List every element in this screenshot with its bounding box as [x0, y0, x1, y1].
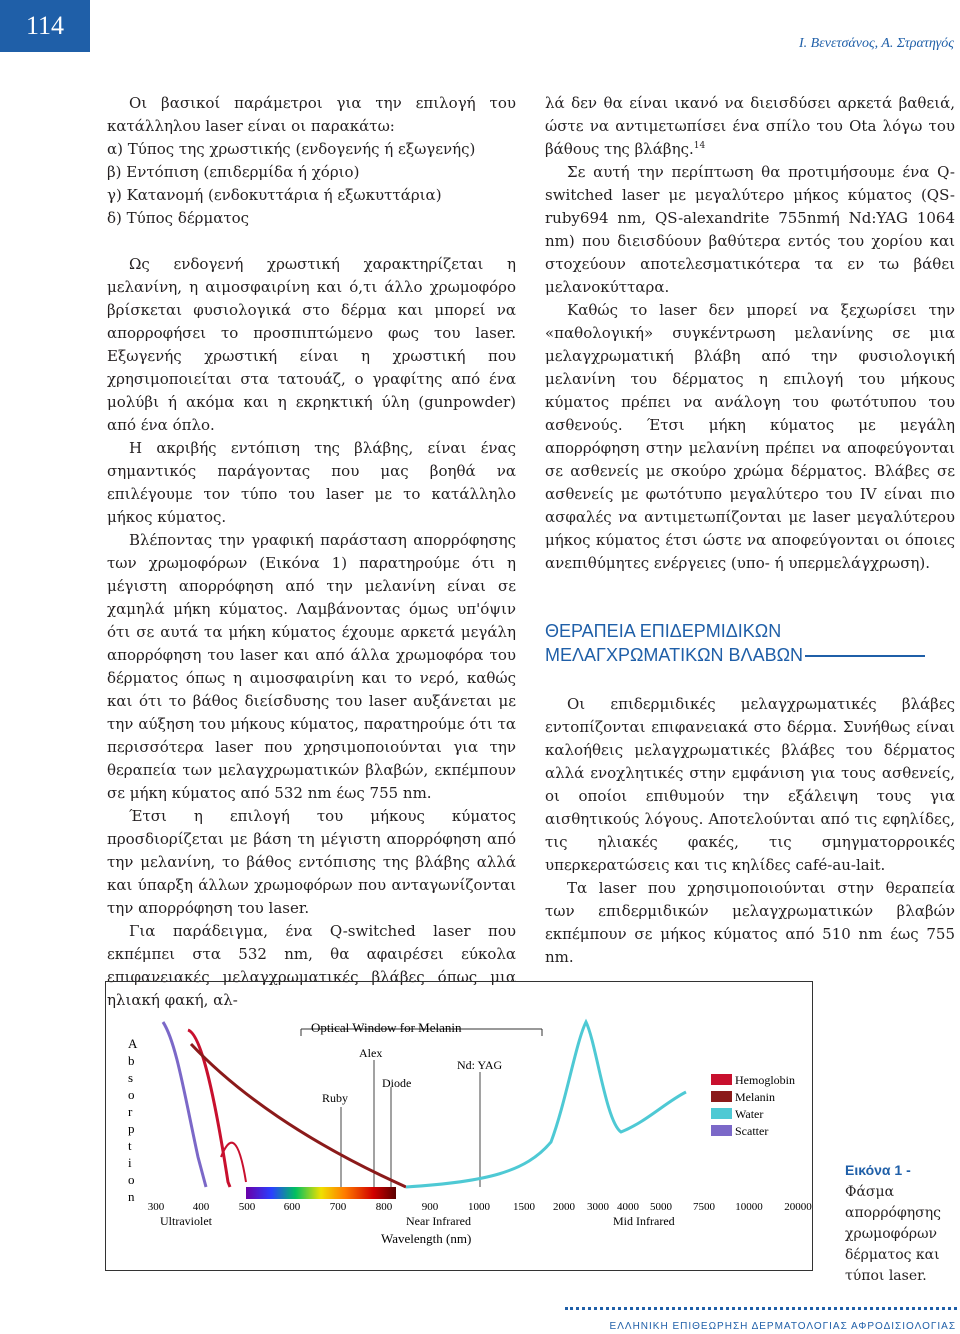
absorption-chart — [106, 982, 814, 1272]
laser-label-alex: Alex — [359, 1046, 383, 1060]
figure-title: Optical Window for Melanin — [311, 1020, 462, 1035]
x-tick-label: 1000 — [468, 1201, 490, 1213]
reference-number: 14 — [693, 141, 706, 151]
y-axis-letter: s — [128, 1070, 134, 1085]
x-tick-label: 500 — [238, 1201, 256, 1213]
x-tick-label: 700 — [329, 1201, 347, 1213]
y-axis-letter: r — [128, 1104, 133, 1119]
x-tick-label: 2000 — [553, 1201, 575, 1213]
figure-absorption-spectrum — [105, 981, 813, 1271]
running-header-authors: Ι. Βενετσάνος, Α. Στρατηγός — [799, 36, 954, 51]
journal-footer: ΕΛΛΗΝΙΚΗ ΕΠΙΘΕΩΡΗΣΗ ΔΕΡΜΑΤΟΛΟΓΙΑΣ ΑΦΡΟΔΙΣΙΟΛΟΓΙΑΣ — [609, 1321, 956, 1332]
paragraph: Οι βασικοί παράμετροι για την επιλογή του κατάλληλου laser είναι οι παρακάτω: — [107, 94, 516, 135]
list-item: β) Εντόπιση (επιδερμίδα ή χόριο) — [107, 163, 360, 181]
heading-line: ΜΕΛΑΓΧΡΩΜΑΤΙΚΩΝ ΒΛΑΒΩΝ — [545, 645, 804, 665]
y-axis-letter: t — [128, 1138, 132, 1153]
heading-rule — [805, 655, 925, 657]
legend — [711, 1073, 795, 1138]
y-axis-letter: i — [128, 1155, 132, 1170]
page-number: 114 — [0, 0, 90, 52]
paragraph: Βλέποντας την γραφική παράσταση απορρόφησης των χρωμοφόρων (Εικόνα 1) παρατηρούμε ότι η μέγιστη απορρόφηση από την μελανίνη είναι σε χαμηλά μήκη κύματος. Λαμβάνοντας όμως υπ'όψιν ότι σε αυτά τα μήκη κύματος έχουμε αρκετά μεγάλη απορρόφηση του laser και από άλλα χρωμοφόρα του δέρματος όπως η αιμοσφαιρίνη και το νερό, καθώς και ότι το βάθος διείσδυσης του laser αυξάνεται με την αύξηση του μήκους κύματος, παρατηρούμε ότι τα περισσότερα laser που χρησιμοποιούνται για την θεραπεία των μελαγχρωματικών βλαβών, εκπέμπουν σε μήκη κύματος από 532 nm έως 755 nm. — [107, 531, 516, 802]
list-item: γ) Κατανομή (ενδοκυττάρια ή εξωκυττάρια) — [107, 186, 442, 204]
legend-swatch — [711, 1091, 732, 1102]
y-axis-letter: o — [128, 1087, 135, 1102]
heading-line: ΘΕΡΑΠΕΙΑ ΕΠΙΔΕΡΜΙΔΙΚΩΝ — [545, 621, 782, 641]
legend-swatch — [711, 1074, 732, 1085]
paragraph: Οι επιδερμιδικές μελαγχρωματικές βλάβες εντοπίζονται επιφανειακά στο δέρμα. Συνήθως είναι καλοήθεις μελαγχρωματικές βλάβες του δέρματος αλλά ενοχλητικές στην εμφάνιση για τους ασθενείς, οι οποίοι επιθυμούν την εξάλειψη τους για αισθητικούς λόγους. Αποτελούνται από τις εφηλίδες, τις ηλιακές φακές, τις σμηγματορροικές υπερκερατώσεις και τις κηλίδες café-au-lait. — [545, 695, 955, 874]
legend-label: Hemoglobin — [735, 1073, 795, 1087]
section-heading — [545, 619, 955, 667]
x-tick-label: 1500 — [513, 1201, 535, 1213]
visible-spectrum-band — [246, 1187, 396, 1199]
region-label-ultraviolet: Ultraviolet — [160, 1214, 212, 1228]
x-tick-label: 800 — [375, 1201, 393, 1213]
x-axis-ticks — [148, 1201, 813, 1213]
paragraph: Για παράδειγμα, ένα Q-switched laser που εκπέμπει στα 532 nm, θα αφαιρέσει εύκολα επιφανειακές μελαγχρωματικές βλάβες όπως μια ηλιακή φακή, αλ- — [107, 922, 516, 1009]
region-label-mid-infrared: Mid Infrared — [613, 1214, 675, 1228]
right-column — [545, 92, 955, 969]
y-axis-letter: b — [128, 1053, 135, 1068]
x-tick-label: 4000 — [617, 1201, 639, 1213]
legend-swatch — [711, 1108, 732, 1119]
figure-caption — [845, 1160, 957, 1287]
y-axis-letter: p — [128, 1121, 135, 1136]
x-tick-label: 600 — [283, 1201, 301, 1213]
paragraph: Η ακριβής εντόπιση της βλάβης, είναι ένας σημαντικός παράγοντας που μας βοηθά να επιλέγουμε τον τύπο του laser με το κατάλληλο μήκος κύματος. — [107, 439, 516, 526]
paragraph: Σε αυτή την περίπτωση θα προτιμήσουμε ένα Q-switched laser με μεγαλύτερο μήκος κύματος (QS-ruby694 nm, QS-alexandrite 755nmή Nd:YAG 1064 nm) που διεισδύουν βαθύτερα εντός του χορίου και στοχεύουν αποτελεσματικότερα τα εν τω βάθει μελανοκύτταρα. — [545, 163, 955, 296]
laser-label-diode: Diode — [382, 1076, 412, 1090]
legend-label: Melanin — [735, 1090, 775, 1104]
paragraph: Έτσι η επιλογή του μήκους κύματος προσδιορίζεται με βάση τη μέγιστη απορρόφηση από την μελανίνη, το βάθος εντόπισης της βλάβης αλλά και ύπαρξη άλλων χρωμοφόρων που ανταγωνίζονται την απορρόφηση του laser. — [107, 807, 516, 917]
x-tick-label: 900 — [421, 1201, 439, 1213]
legend-label: Scatter — [735, 1124, 769, 1138]
x-tick-label: 3000 — [587, 1201, 609, 1213]
y-axis-letter: o — [128, 1172, 135, 1187]
x-tick-label: 400 — [192, 1201, 210, 1213]
legend-label: Water — [735, 1107, 764, 1121]
x-axis-label: Wavelength (nm) — [381, 1231, 472, 1246]
laser-label-ndyag: Nd: YAG — [457, 1058, 503, 1072]
x-tick-label: 10000 — [735, 1201, 763, 1213]
y-axis-label — [128, 1036, 138, 1204]
caption-text: Φάσμα απορρόφησης χρωμοφόρων δέρματος και τύποι laser. — [845, 1184, 941, 1284]
footer-divider — [565, 1307, 957, 1314]
list-item: δ) Τύπος δέρματος — [107, 209, 250, 227]
legend-swatch — [711, 1125, 732, 1136]
y-axis-letter: A — [128, 1036, 138, 1051]
paragraph: Καθώς το laser δεν μπορεί να ξεχωρίσει την «παθολογική» συγκέντρωση μελανίνης σε μια μελαγχρωματική βλάβη από την φυσιολογική μελανίνη του δέρματος η επιλογή του μήκους κύματος πρέπει να ανάλογη του φωτότυπου του ασθενούς. Έτσι μήκη κύματος με μεγάλη απορρόφηση στην μελανίνη πρέπει να αποφεύγονται σε ασθενείς με σκούρο χρώμα δέρματος. Βλάβες σε ασθενείς με φωτότυπο μεγαλύτερο του IV είναι πιο ασφαλές να αντιμετωπίζονται με laser μεγαλύτερου μήκος κύματος έτσι ώστε να αποφεύγονται οι όποιες ανεπιθύμητες ενέργειες (υπο- ή υπερμελάγχρωση). — [545, 301, 955, 572]
series-hemoglobin-curve — [188, 1030, 230, 1187]
region-label-near-infrared: Near Infrared — [406, 1214, 471, 1228]
series-water-curve — [406, 1022, 686, 1187]
paragraph: Ως ενδογενή χρωστική χαρακτηρίζεται η μελανίνη, η αιμοσφαιρίνη και ό,τι άλλο χρωμοφόρο βρίσκεται φυσιολογικά στο δέρμα και μπορεί να απορροφήσει το προσπιπτώμενο φως του laser. Εξωγενής χρωστική είναι η χρωστική που χρησιμοποιείται στα τατουάζ, ο γραφίτης από ένα μολύβι ή ακόμα και η εκρηκτική ύλη (gunpowder) από ένα όπλο. — [107, 255, 516, 434]
paragraph-text: λά δεν θα είναι ικανό να διεισδύσει αρκετά βαθειά, ώστε να αντιμετωπίσει ένα σπίλο του Ota λόγω του βάθους της βλάβης. — [545, 94, 955, 158]
left-column — [107, 92, 516, 1012]
caption-label: Εικόνα 1 - — [845, 1162, 911, 1178]
y-axis-letter: n — [128, 1189, 135, 1204]
paragraph — [545, 92, 955, 161]
paragraph: Τα laser που χρησιμοποιούνται στην θεραπεία των επιδερμιδικών μελαγχρωματικών βλαβών εκπέμπουν σε μήκος κύματος από 510 nm έως 755 nm. — [545, 879, 955, 966]
x-tick-label: 20000 — [784, 1201, 812, 1213]
x-tick-label: 300 — [147, 1201, 165, 1213]
x-tick-label: 7500 — [693, 1201, 715, 1213]
x-tick-label: 5000 — [650, 1201, 672, 1213]
laser-label-ruby: Ruby — [322, 1091, 349, 1105]
list-item: α) Τύπος της χρωστικής (ενδογενής ή εξωγενής) — [107, 140, 476, 158]
